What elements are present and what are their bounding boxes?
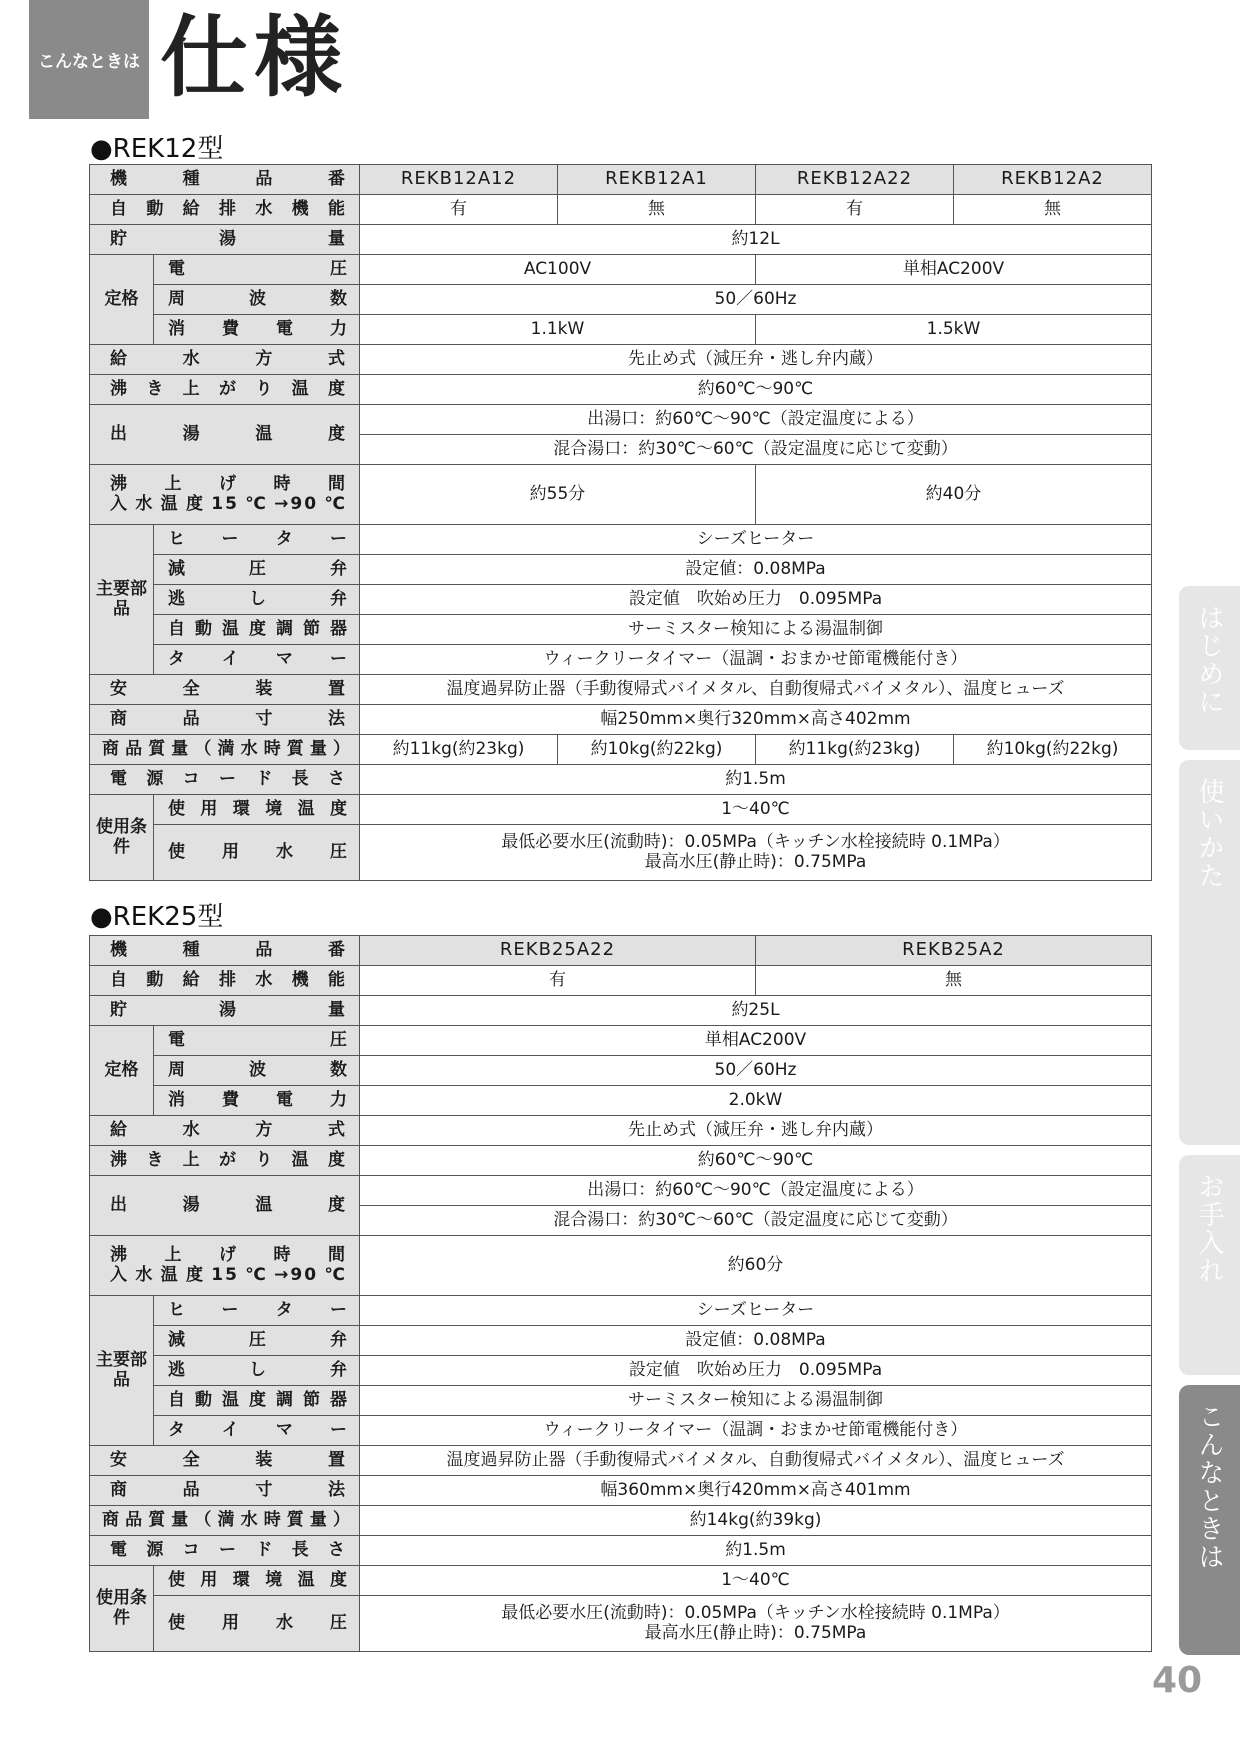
value-cell: 50／60Hz: [360, 1056, 1152, 1086]
value-cell: シーズヒーター: [360, 1296, 1152, 1326]
value-cell: 混合湯口：約30℃～60℃（設定温度に応じて変動）: [360, 1206, 1152, 1236]
value-cell: 約60℃～90℃: [360, 375, 1152, 405]
value-cell: ウィークリータイマー（温調・おまかせ節電機能付き）: [360, 1416, 1152, 1446]
row-label: 安全装置: [90, 1446, 360, 1476]
table-row: [90, 255, 1152, 285]
table-row: [90, 1566, 1152, 1596]
value-cell: 約25L: [360, 996, 1152, 1026]
row-label: 商品質量（満水時質量）: [90, 735, 360, 765]
row-label: 商品寸法: [90, 1476, 360, 1506]
table-row: [90, 375, 1152, 405]
value-cell: 約14kg(約39kg): [360, 1506, 1152, 1536]
row-label: ヒーター: [154, 1296, 360, 1326]
value-cell: 出湯口：約60℃～90℃（設定温度による）: [360, 405, 1152, 435]
rek12-spec-table: [89, 164, 1152, 881]
table-row: [90, 1326, 1152, 1356]
row-label: 自動給排水機能: [90, 195, 360, 225]
value-cell: 先止め式（減圧弁・逃し弁内蔵）: [360, 1116, 1152, 1146]
table-row: [90, 285, 1152, 315]
row-label: 給水方式: [90, 1116, 360, 1146]
side-tab-intro[interactable]: はじめに: [1179, 586, 1240, 750]
table-row: [90, 1146, 1152, 1176]
value-cell: [360, 1596, 1152, 1652]
group-label: 主要部品: [90, 1296, 154, 1446]
label-line: 沸上げ時間: [110, 473, 347, 494]
value-line: 最低必要水圧(流動時)：0.05MPa（キッチン水栓接続時 0.1MPa）: [501, 1602, 1010, 1623]
value-cell: 無: [954, 195, 1152, 225]
value-cell: 幅360mm×奥行420mm×高さ401mm: [360, 1476, 1152, 1506]
value-cell: ウィークリータイマー（温調・おまかせ節電機能付き）: [360, 645, 1152, 675]
row-label: [90, 465, 360, 525]
value-cell: 約10kg(約22kg): [954, 735, 1152, 765]
table-row: [90, 1116, 1152, 1146]
model-cell: REKB12A2: [954, 165, 1152, 195]
value-cell: シーズヒーター: [360, 525, 1152, 555]
table-row: [90, 1386, 1152, 1416]
row-label: 使用水圧: [154, 825, 360, 881]
row-label: タイマー: [154, 645, 360, 675]
value-line: 最高水圧(静止時)：0.75MPa: [644, 1622, 867, 1643]
table-row: [90, 1536, 1152, 1566]
row-label: [90, 1236, 360, 1296]
row-label: 使用水圧: [154, 1596, 360, 1652]
group-label: 使用条件: [90, 1566, 154, 1652]
row-label: 減圧弁: [154, 1326, 360, 1356]
row-label: 電圧: [154, 1026, 360, 1056]
table-row: [90, 795, 1152, 825]
row-label: 自動温度調節器: [154, 1386, 360, 1416]
table-row: [90, 1416, 1152, 1446]
rek25-title: ●REK25型: [90, 902, 224, 932]
value-cell: 無: [756, 966, 1152, 996]
row-label: 使用環境温度: [154, 1566, 360, 1596]
table-row: [90, 1476, 1152, 1506]
rek12-title: ●REK12型: [90, 134, 224, 164]
table-row: [90, 315, 1152, 345]
value-line: 最高水圧(静止時)：0.75MPa: [644, 851, 867, 872]
group-label: 定格: [90, 255, 154, 345]
row-label: タイマー: [154, 1416, 360, 1446]
value-cell: 約11kg(約23kg): [756, 735, 954, 765]
value-cell: 設定値 吹始め圧力 0.095MPa: [360, 585, 1152, 615]
value-cell: 約60分: [360, 1236, 1152, 1296]
row-label: 周波数: [154, 1056, 360, 1086]
table-row: [90, 1506, 1152, 1536]
row-label: 自動温度調節器: [154, 615, 360, 645]
table-row: [90, 225, 1152, 255]
model-cell: REKB25A2: [756, 936, 1152, 966]
row-label: 電源コード長さ: [90, 765, 360, 795]
table-row: [90, 825, 1152, 881]
value-cell: 有: [360, 966, 756, 996]
table-row: [90, 1236, 1152, 1296]
model-cell: REKB12A1: [558, 165, 756, 195]
value-cell: サーミスター検知による湯温制御: [360, 1386, 1152, 1416]
table-row: [90, 1026, 1152, 1056]
row-label: 出湯温度: [90, 405, 360, 465]
page-title: 仕様: [160, 6, 349, 109]
label-line: 入水温度15℃→90℃: [110, 1264, 347, 1285]
table-row: [90, 345, 1152, 375]
value-cell: 温度過昇防止器（手動復帰式バイメタル、自動復帰式バイメタル）、温度ヒューズ: [360, 1446, 1152, 1476]
table-row: [90, 525, 1152, 555]
value-cell: 1～40℃: [360, 1566, 1152, 1596]
row-label: 商品寸法: [90, 705, 360, 735]
table-row: [90, 1296, 1152, 1326]
row-label: 商品質量（満水時質量）: [90, 1506, 360, 1536]
table-row: [90, 1446, 1152, 1476]
value-cell: 単相AC200V: [756, 255, 1152, 285]
value-cell: 有: [756, 195, 954, 225]
value-cell: 50／60Hz: [360, 285, 1152, 315]
row-label: 消費電力: [154, 315, 360, 345]
value-cell: 単相AC200V: [360, 1026, 1152, 1056]
row-label: 使用環境温度: [154, 795, 360, 825]
table-row: [90, 675, 1152, 705]
table-row: [90, 585, 1152, 615]
table-row: [90, 405, 1152, 435]
side-tab-care[interactable]: お手入れ: [1179, 1155, 1240, 1375]
page-number: 40: [1152, 1660, 1203, 1701]
table-row: [90, 705, 1152, 735]
value-cell: 約11kg(約23kg): [360, 735, 558, 765]
value-cell: サーミスター検知による湯温制御: [360, 615, 1152, 645]
value-line: 最低必要水圧(流動時)：0.05MPa（キッチン水栓接続時 0.1MPa）: [501, 831, 1010, 852]
row-label: ヒーター: [154, 525, 360, 555]
row-label: 出湯温度: [90, 1176, 360, 1236]
group-label: 使用条件: [90, 795, 154, 881]
model-cell: REKB12A12: [360, 165, 558, 195]
value-cell: 約10kg(約22kg): [558, 735, 756, 765]
label-line: 沸上げ時間: [110, 1244, 347, 1265]
value-cell: 温度過昇防止器（手動復帰式バイメタル、自動復帰式バイメタル）、温度ヒューズ: [360, 675, 1152, 705]
row-label: 沸き上がり温度: [90, 1146, 360, 1176]
table-row: [90, 615, 1152, 645]
value-cell: 約12L: [360, 225, 1152, 255]
table-row: [90, 735, 1152, 765]
value-cell: 2.0kW: [360, 1086, 1152, 1116]
row-label: 周波数: [154, 285, 360, 315]
value-cell: 約55分: [360, 465, 756, 525]
row-label: 貯湯量: [90, 996, 360, 1026]
row-label: 機種品番: [90, 165, 360, 195]
table-row: [90, 1086, 1152, 1116]
table-row: [90, 966, 1152, 996]
table-row: [90, 195, 1152, 225]
row-label: 電源コード長さ: [90, 1536, 360, 1566]
value-cell: AC100V: [360, 255, 756, 285]
table-row: [90, 465, 1152, 525]
value-cell: 約40分: [756, 465, 1152, 525]
value-cell: 約60℃～90℃: [360, 1146, 1152, 1176]
value-cell: 無: [558, 195, 756, 225]
row-label: 機種品番: [90, 936, 360, 966]
side-tab-troubleshooting[interactable]: こんなときは: [1179, 1385, 1240, 1655]
table-row: [90, 996, 1152, 1026]
value-cell: [360, 825, 1152, 881]
row-label: 電圧: [154, 255, 360, 285]
value-cell: 約1.5m: [360, 1536, 1152, 1566]
value-cell: 有: [360, 195, 558, 225]
value-cell: 1.5kW: [756, 315, 1152, 345]
value-cell: 1～40℃: [360, 795, 1152, 825]
table-row: [90, 936, 1152, 966]
row-label: 自動給排水機能: [90, 966, 360, 996]
table-row: [90, 1356, 1152, 1386]
table-row: [90, 555, 1152, 585]
row-label: 貯湯量: [90, 225, 360, 255]
value-cell: 設定値：0.08MPa: [360, 555, 1152, 585]
row-label: 給水方式: [90, 345, 360, 375]
value-cell: 先止め式（減圧弁・逃し弁内蔵）: [360, 345, 1152, 375]
table-row: [90, 1596, 1152, 1652]
group-label: 主要部品: [90, 525, 154, 675]
row-label: 安全装置: [90, 675, 360, 705]
value-cell: 出湯口：約60℃～90℃（設定温度による）: [360, 1176, 1152, 1206]
model-cell: REKB25A22: [360, 936, 756, 966]
value-cell: 設定値 吹始め圧力 0.095MPa: [360, 1356, 1152, 1386]
table-row: [90, 165, 1152, 195]
side-tab-usage[interactable]: 使いかた: [1179, 760, 1240, 1145]
table-row: [90, 645, 1152, 675]
value-cell: 幅250mm×奥行320mm×高さ402mm: [360, 705, 1152, 735]
table-row: [90, 1056, 1152, 1086]
value-cell: 1.1kW: [360, 315, 756, 345]
label-line: 入水温度15℃→90℃: [110, 493, 347, 514]
row-label: 逃し弁: [154, 1356, 360, 1386]
table-row: [90, 765, 1152, 795]
section-tag: こんなときは: [29, 0, 149, 119]
row-label: 沸き上がり温度: [90, 375, 360, 405]
row-label: 減圧弁: [154, 555, 360, 585]
value-cell: 設定値：0.08MPa: [360, 1326, 1152, 1356]
row-label: 消費電力: [154, 1086, 360, 1116]
rek25-spec-table: [89, 935, 1152, 1652]
table-row: [90, 1176, 1152, 1206]
row-label: 逃し弁: [154, 585, 360, 615]
value-cell: 混合湯口：約30℃～60℃（設定温度に応じて変動）: [360, 435, 1152, 465]
model-cell: REKB12A22: [756, 165, 954, 195]
group-label: 定格: [90, 1026, 154, 1116]
value-cell: 約1.5m: [360, 765, 1152, 795]
